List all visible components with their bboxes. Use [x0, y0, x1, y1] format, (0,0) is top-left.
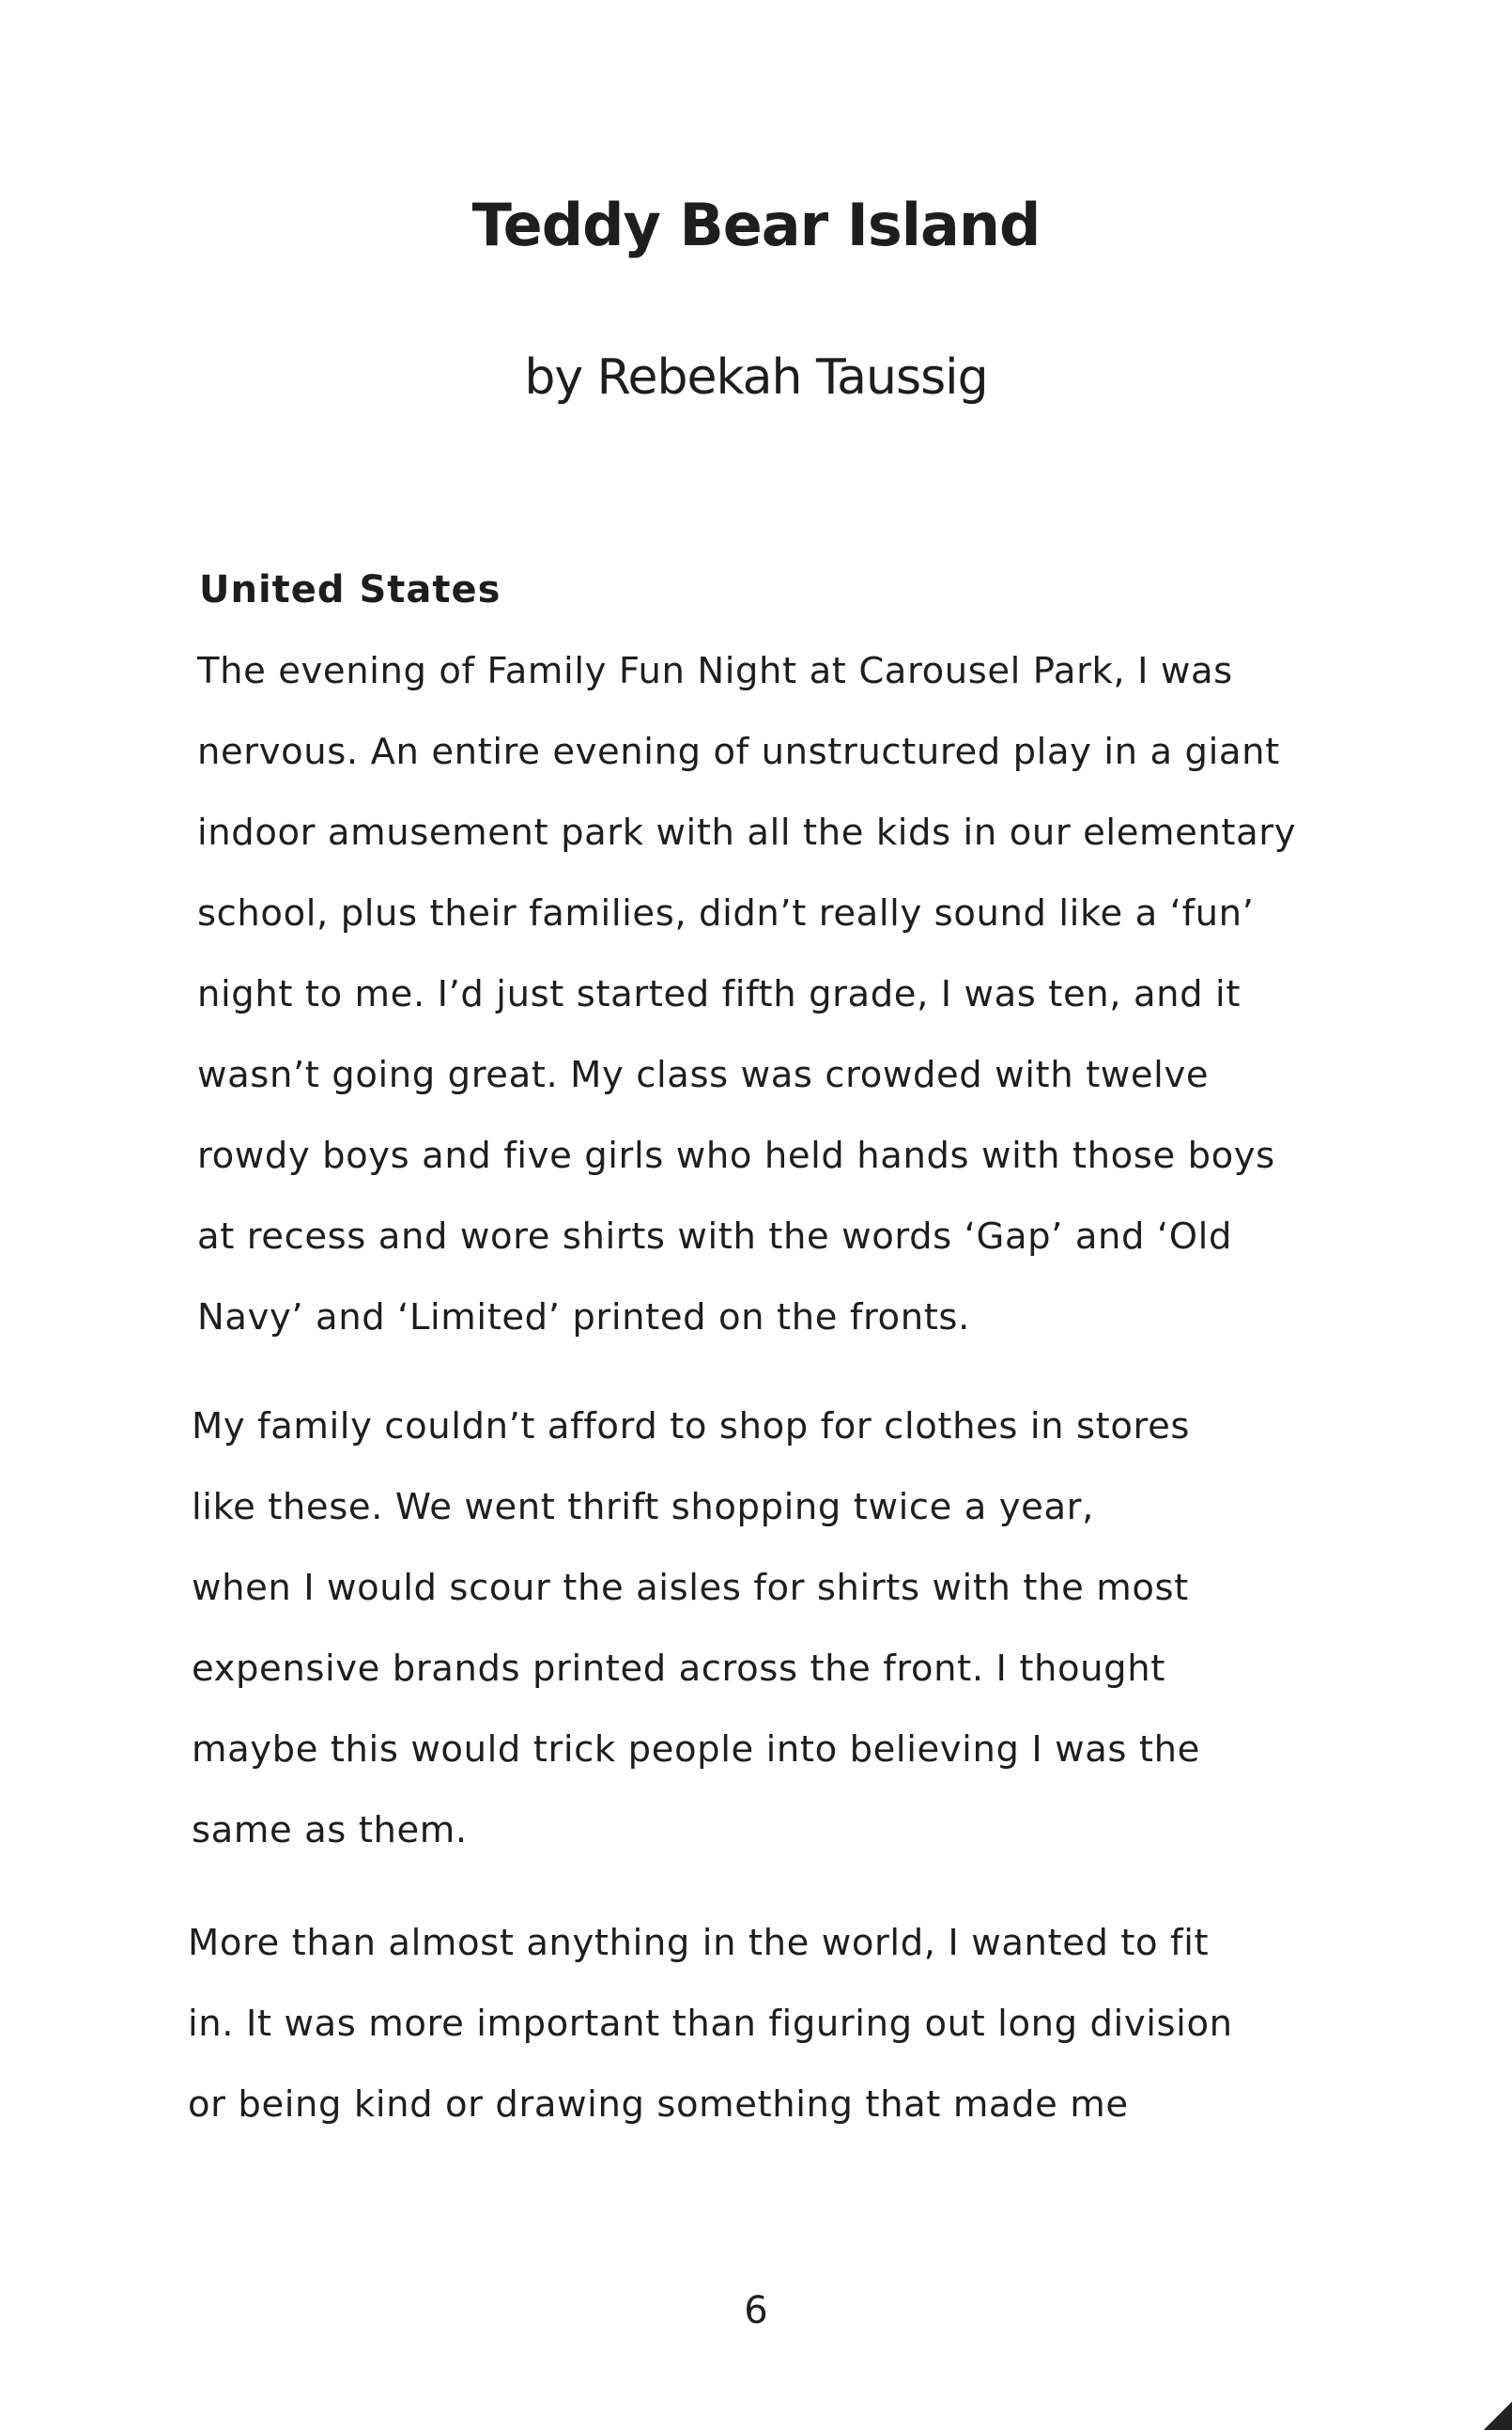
text-line: expensive brands printed across the front. I thought — [192, 1648, 1165, 1690]
text-line: Navy’ and ‘Limited’ printed on the fronts. — [197, 1296, 970, 1339]
body-paragraph — [197, 631, 1362, 1358]
text-line: rowdy boys and five girls who held hands with those boys — [197, 1135, 1275, 1177]
text-line: in. It was more important than figuring out long division — [188, 2003, 1233, 2045]
text-line: same as them. — [192, 1809, 468, 1851]
text-line: night to me. I’d just started fifth grade, I was ten, and it — [197, 973, 1242, 1015]
text-line: The evening of Family Fun Night at Carousel Park, I was — [197, 650, 1233, 692]
text-line: when I would scour the aisles for shirts with the most — [192, 1567, 1189, 1609]
text-line: wasn’t going great. My class was crowded with twelve — [197, 1054, 1210, 1096]
text-line: like these. We went thrift shopping twice a year, — [192, 1486, 1094, 1528]
text-line: or being kind or drawing something that made me — [188, 2083, 1129, 2126]
text-line: maybe this would trick people into believing I was the — [192, 1728, 1200, 1771]
text-line: My family couldn’t afford to shop for clothes in stores — [192, 1405, 1191, 1447]
chapter-title: Teddy Bear Island — [471, 191, 1041, 259]
author-byline: by Rebekah Taussig — [524, 349, 988, 406]
text-line: school, plus their families, didn’t really sound like a ‘fun’ — [197, 892, 1255, 935]
section-heading: United States — [199, 568, 501, 611]
body-paragraph — [188, 1903, 1352, 2145]
page-number: 6 — [744, 2289, 768, 2332]
body-paragraph — [192, 1386, 1356, 1871]
page-corner-shadow — [1484, 2402, 1512, 2430]
text-line: indoor amusement park with all the kids in our elementary — [197, 812, 1297, 854]
text-line: at recess and wore shirts with the words ‘Gap’ and ‘Old — [197, 1215, 1232, 1258]
text-line: More than almost anything in the world, I wanted to fit — [188, 1922, 1210, 1964]
text-line: nervous. An entire evening of unstructured play in a giant — [197, 731, 1280, 773]
